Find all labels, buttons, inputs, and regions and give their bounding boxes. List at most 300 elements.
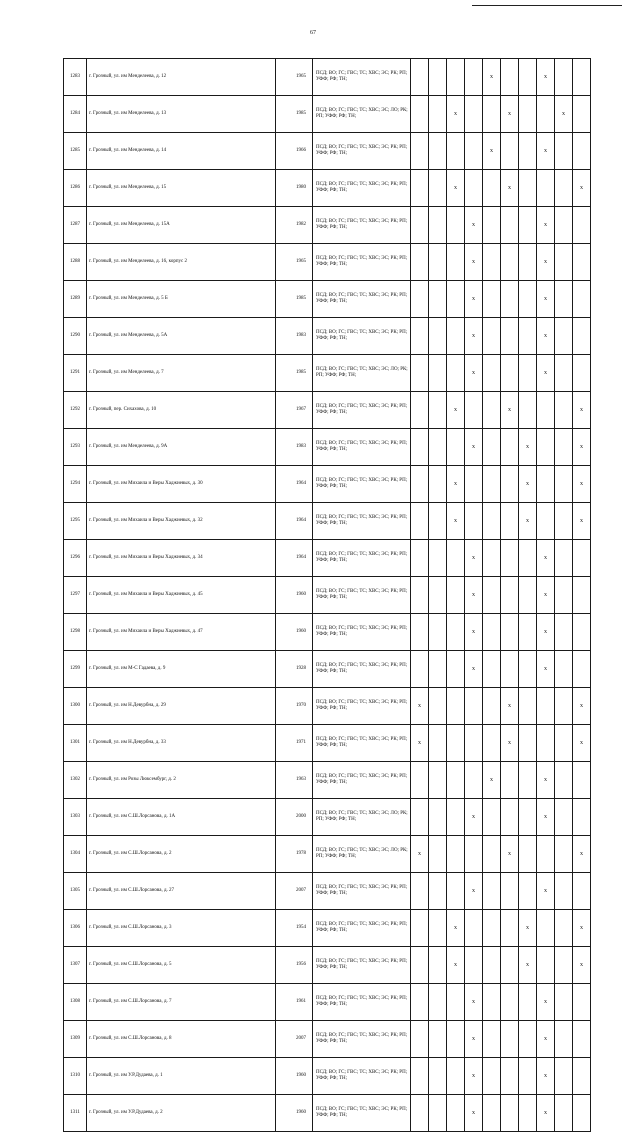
mark-cell: [573, 614, 591, 651]
mark-cell: [447, 1021, 465, 1058]
mark-cell: [483, 577, 501, 614]
mark-cell: x: [573, 466, 591, 503]
mark-cell: [483, 503, 501, 540]
address-cell: г. Грозный, ул. им Михаила и Веры Хаджиевых, д. 34: [87, 540, 276, 577]
mark-cell: x: [411, 836, 429, 873]
table-row: [64, 59, 591, 96]
row-number: 1304: [64, 836, 87, 873]
mark-cell: [483, 540, 501, 577]
mark-cell: [555, 836, 573, 873]
mark-cell: x: [447, 392, 465, 429]
mark-cell: x: [537, 799, 555, 836]
mark-cell: x: [483, 133, 501, 170]
mark-cell: [519, 281, 537, 318]
mark-cell: [501, 207, 519, 244]
systems-cell: ПСД; ВО; ГС; ГВС; ТС; ХВС; ЭС; РК; РП; УФФ; РФ; ТН;: [313, 947, 411, 984]
mark-cell: [573, 133, 591, 170]
mark-cell: x: [537, 577, 555, 614]
year-cell: 1964: [276, 466, 313, 503]
address-cell: г. Грозный, ул. им С.Ш.Лорсанова, д. 8: [87, 1021, 276, 1058]
row-number: 1289: [64, 281, 87, 318]
mark-cell: [555, 947, 573, 984]
mark-cell: [447, 281, 465, 318]
row-number: 1309: [64, 1021, 87, 1058]
mark-cell: [429, 59, 447, 96]
mark-cell: [411, 910, 429, 947]
mark-cell: [483, 318, 501, 355]
systems-cell: ПСД; ВО; ГС; ГВС; ТС; ХВС; ЭС; РК; РП; УФФ; РФ; ТН;: [313, 244, 411, 281]
mark-cell: x: [411, 688, 429, 725]
mark-cell: [501, 503, 519, 540]
mark-cell: [465, 133, 483, 170]
mark-cell: [555, 984, 573, 1021]
address-cell: г. Грозный, ул. им Михаила и Веры Хаджиевых, д. 32: [87, 503, 276, 540]
row-number: 1308: [64, 984, 87, 1021]
systems-cell: ПСД; ВО; ГС; ГВС; ТС; ХВС; ЭС; РК; РП; УФФ; РФ; ТН;: [313, 688, 411, 725]
mark-cell: [429, 429, 447, 466]
mark-cell: [573, 1021, 591, 1058]
row-number: 1286: [64, 170, 87, 207]
mark-cell: [411, 1058, 429, 1095]
row-number: 1283: [64, 59, 87, 96]
systems-cell: ПСД; ВО; ГС; ГВС; ТС; ХВС; ЭС; РК; РП; УФФ; РФ; ТН;: [313, 170, 411, 207]
address-cell: г. Грозный, ул. им У.Р.Дудаева, д. 1: [87, 1058, 276, 1095]
mark-cell: [447, 1095, 465, 1132]
address-cell: г. Грозный, ул. им Розы Люксембург, д. 2: [87, 762, 276, 799]
mark-cell: x: [537, 651, 555, 688]
mark-cell: x: [573, 688, 591, 725]
mark-cell: [411, 244, 429, 281]
mark-cell: [429, 577, 447, 614]
row-number: 1299: [64, 651, 87, 688]
mark-cell: [501, 1021, 519, 1058]
row-number: 1284: [64, 96, 87, 133]
mark-cell: [573, 281, 591, 318]
mark-cell: [501, 577, 519, 614]
mark-cell: [501, 762, 519, 799]
mark-cell: [519, 762, 537, 799]
table-row: [64, 429, 591, 466]
mark-cell: [555, 1095, 573, 1132]
mark-cell: [501, 1095, 519, 1132]
mark-cell: [501, 984, 519, 1021]
mark-cell: [555, 688, 573, 725]
systems-cell: ПСД; ВО; ГС; ГВС; ТС; ХВС; ЭС; ЛО; РК; РП; УФФ; РФ; ТН;: [313, 836, 411, 873]
row-number: 1310: [64, 1058, 87, 1095]
mark-cell: [537, 96, 555, 133]
mark-cell: [537, 392, 555, 429]
mark-cell: [483, 207, 501, 244]
mark-cell: [447, 429, 465, 466]
mark-cell: [555, 244, 573, 281]
mark-cell: [447, 836, 465, 873]
mark-cell: [501, 355, 519, 392]
mark-cell: [555, 392, 573, 429]
mark-cell: x: [501, 96, 519, 133]
mark-cell: x: [501, 725, 519, 762]
mark-cell: [465, 96, 483, 133]
address-cell: г. Грозный, ул. им Менделеева, д. 16, корпус 2: [87, 244, 276, 281]
mark-cell: [573, 577, 591, 614]
mark-cell: [411, 59, 429, 96]
top-rule: [472, 5, 622, 6]
mark-cell: x: [537, 207, 555, 244]
mark-cell: [483, 244, 501, 281]
mark-cell: [519, 688, 537, 725]
year-cell: 1978: [276, 836, 313, 873]
systems-cell: ПСД; ВО; ГС; ГВС; ТС; ХВС; ЭС; РК; РП; УФФ; РФ; ТН;: [313, 762, 411, 799]
mark-cell: [411, 540, 429, 577]
mark-cell: x: [447, 910, 465, 947]
mark-cell: [429, 873, 447, 910]
mark-cell: [447, 873, 465, 910]
table-row: [64, 947, 591, 984]
mark-cell: [447, 688, 465, 725]
mark-cell: [483, 1021, 501, 1058]
mark-cell: x: [465, 873, 483, 910]
address-cell: г. Грозный, ул. им Менделеева, д. 15: [87, 170, 276, 207]
mark-cell: [447, 244, 465, 281]
year-cell: 1965: [276, 59, 313, 96]
mark-cell: x: [447, 466, 465, 503]
table-row: [64, 762, 591, 799]
mark-cell: [519, 873, 537, 910]
mark-cell: x: [447, 947, 465, 984]
table-row: [64, 799, 591, 836]
address-cell: г. Грозный, ул. им М-С Гадаева, д. 9: [87, 651, 276, 688]
systems-cell: ПСД; ВО; ГС; ГВС; ТС; ХВС; ЭС; РК; РП; УФФ; РФ; ТН;: [313, 59, 411, 96]
mark-cell: x: [501, 836, 519, 873]
mark-cell: [483, 429, 501, 466]
mark-cell: x: [573, 170, 591, 207]
mark-cell: [447, 318, 465, 355]
mark-cell: x: [465, 540, 483, 577]
systems-cell: ПСД; ВО; ГС; ГВС; ТС; ХВС; ЭС; РК; РП; УФФ; РФ; ТН;: [313, 651, 411, 688]
mark-cell: [447, 762, 465, 799]
mark-cell: x: [465, 429, 483, 466]
mark-cell: [465, 392, 483, 429]
mark-cell: [465, 947, 483, 984]
mark-cell: [537, 725, 555, 762]
mark-cell: [519, 355, 537, 392]
systems-cell: ПСД; ВО; ГС; ГВС; ТС; ХВС; ЭС; РК; РП; УФФ; РФ; ТН;: [313, 577, 411, 614]
mark-cell: [429, 799, 447, 836]
mark-cell: [465, 836, 483, 873]
mark-cell: [447, 207, 465, 244]
mark-cell: x: [537, 355, 555, 392]
mark-cell: x: [573, 392, 591, 429]
row-number: 1300: [64, 688, 87, 725]
year-cell: 1971: [276, 725, 313, 762]
mark-cell: [411, 466, 429, 503]
mark-cell: [429, 96, 447, 133]
systems-cell: ПСД; ВО; ГС; ГВС; ТС; ХВС; ЭС; РК; РП; УФФ; РФ; ТН;: [313, 392, 411, 429]
mark-cell: [411, 762, 429, 799]
mark-cell: [519, 614, 537, 651]
address-cell: г. Грозный, ул. им Менделеева, д. 9А: [87, 429, 276, 466]
mark-cell: [537, 836, 555, 873]
mark-cell: x: [465, 1021, 483, 1058]
row-number: 1303: [64, 799, 87, 836]
mark-cell: x: [483, 762, 501, 799]
table-row: [64, 836, 591, 873]
mark-cell: [411, 614, 429, 651]
mark-cell: x: [537, 873, 555, 910]
mark-cell: x: [465, 1095, 483, 1132]
mark-cell: [429, 540, 447, 577]
mark-cell: [465, 503, 483, 540]
mark-cell: [519, 725, 537, 762]
table-row: [64, 910, 591, 947]
table-row: [64, 466, 591, 503]
mark-cell: [483, 392, 501, 429]
mark-cell: [429, 318, 447, 355]
mark-cell: [555, 1058, 573, 1095]
mark-cell: [519, 1021, 537, 1058]
systems-cell: ПСД; ВО; ГС; ГВС; ТС; ХВС; ЭС; РК; РП; УФФ; РФ; ТН;: [313, 466, 411, 503]
mark-cell: [483, 614, 501, 651]
mark-cell: [555, 59, 573, 96]
mark-cell: [555, 614, 573, 651]
mark-cell: [447, 540, 465, 577]
mark-cell: [573, 873, 591, 910]
mark-cell: [483, 947, 501, 984]
mark-cell: [519, 651, 537, 688]
mark-cell: [483, 1058, 501, 1095]
row-number: 1311: [64, 1095, 87, 1132]
address-cell: г. Грозный, ул. им Менделеева, д. 5 Б: [87, 281, 276, 318]
table-body: [64, 59, 591, 1132]
mark-cell: [447, 799, 465, 836]
address-cell: г. Грозный, ул. им Н.Девурбна, д. 29: [87, 688, 276, 725]
year-cell: 1965: [276, 244, 313, 281]
systems-cell: ПСД; ВО; ГС; ГВС; ТС; ХВС; ЭС; РК; РП; УФФ; РФ; ТН;: [313, 1021, 411, 1058]
mark-cell: [411, 281, 429, 318]
mark-cell: [411, 170, 429, 207]
mark-cell: [555, 651, 573, 688]
mark-cell: [537, 910, 555, 947]
mark-cell: [555, 318, 573, 355]
mark-cell: [573, 244, 591, 281]
row-number: 1305: [64, 873, 87, 910]
mark-cell: [555, 503, 573, 540]
mark-cell: x: [537, 318, 555, 355]
mark-cell: [501, 429, 519, 466]
mark-cell: [501, 133, 519, 170]
mark-cell: [483, 688, 501, 725]
mark-cell: [501, 281, 519, 318]
mark-cell: x: [537, 540, 555, 577]
mark-cell: [447, 984, 465, 1021]
address-cell: г. Грозный, ул. им Менделеева, д. 15А: [87, 207, 276, 244]
mark-cell: [519, 984, 537, 1021]
mark-cell: x: [537, 244, 555, 281]
systems-cell: ПСД; ВО; ГС; ГВС; ТС; ХВС; ЭС; РК; РП; УФФ; РФ; ТН;: [313, 207, 411, 244]
systems-cell: ПСД; ВО; ГС; ГВС; ТС; ХВС; ЭС; РК; РП; УФФ; РФ; ТН;: [313, 281, 411, 318]
mark-cell: [483, 873, 501, 910]
year-cell: 1960: [276, 577, 313, 614]
mark-cell: [573, 1095, 591, 1132]
table-row: [64, 688, 591, 725]
mark-cell: [429, 503, 447, 540]
row-number: 1301: [64, 725, 87, 762]
mark-cell: [483, 651, 501, 688]
year-cell: 1966: [276, 133, 313, 170]
systems-cell: ПСД; ВО; ГС; ГВС; ТС; ХВС; ЭС; РК; РП; УФФ; РФ; ТН;: [313, 318, 411, 355]
mark-cell: [429, 244, 447, 281]
year-cell: 1960: [276, 1095, 313, 1132]
mark-cell: [483, 170, 501, 207]
mark-cell: x: [465, 1058, 483, 1095]
mark-cell: [411, 429, 429, 466]
mark-cell: x: [447, 96, 465, 133]
mark-cell: [483, 466, 501, 503]
mark-cell: [483, 910, 501, 947]
mark-cell: [573, 540, 591, 577]
table-row: [64, 540, 591, 577]
address-cell: г. Грозный, ул. им Михаила и Веры Хаджиевых, д. 47: [87, 614, 276, 651]
mark-cell: x: [501, 392, 519, 429]
mark-cell: [465, 170, 483, 207]
mark-cell: [519, 577, 537, 614]
systems-cell: ПСД; ВО; ГС; ГВС; ТС; ХВС; ЭС; ЛО; РК; РП; УФФ; РФ; ТН;: [313, 799, 411, 836]
mark-cell: [483, 799, 501, 836]
mark-cell: [573, 651, 591, 688]
mark-cell: [501, 59, 519, 96]
mark-cell: [447, 614, 465, 651]
mark-cell: [573, 799, 591, 836]
table-row: [64, 1095, 591, 1132]
row-number: 1291: [64, 355, 87, 392]
systems-cell: ПСД; ВО; ГС; ГВС; ТС; ХВС; ЭС; РК; РП; УФФ; РФ; ТН;: [313, 133, 411, 170]
mark-cell: [555, 133, 573, 170]
address-cell: г. Грозный, ул. им С.Ш.Лорсанова, д. 2: [87, 836, 276, 873]
address-cell: г. Грозный, ул. им Михаила и Веры Хаджиевых, д. 30: [87, 466, 276, 503]
mark-cell: x: [465, 577, 483, 614]
mark-cell: [519, 392, 537, 429]
mark-cell: [519, 1095, 537, 1132]
mark-cell: [555, 207, 573, 244]
mark-cell: x: [519, 466, 537, 503]
mark-cell: [501, 318, 519, 355]
mark-cell: [429, 614, 447, 651]
mark-cell: [555, 355, 573, 392]
address-cell: г. Грозный, ул. им Михаила и Веры Хаджиевых, д. 45: [87, 577, 276, 614]
mark-cell: [501, 244, 519, 281]
mark-cell: x: [465, 244, 483, 281]
systems-cell: ПСД; ВО; ГС; ГВС; ТС; ХВС; ЭС; ЛО; РК; РП; УФФ; РФ; ТН;: [313, 355, 411, 392]
mark-cell: [573, 984, 591, 1021]
mark-cell: x: [465, 984, 483, 1021]
mark-cell: [555, 799, 573, 836]
mark-cell: [501, 799, 519, 836]
mark-cell: [411, 355, 429, 392]
mark-cell: x: [519, 947, 537, 984]
mark-cell: [429, 910, 447, 947]
mark-cell: [429, 1058, 447, 1095]
mark-cell: x: [537, 1058, 555, 1095]
systems-cell: ПСД; ВО; ГС; ГВС; ТС; ХВС; ЭС; РК; РП; УФФ; РФ; ТН;: [313, 1058, 411, 1095]
mark-cell: [555, 1021, 573, 1058]
address-cell: г. Грозный, пер. Сихахова, д. 10: [87, 392, 276, 429]
mark-cell: [537, 170, 555, 207]
year-cell: 1960: [276, 614, 313, 651]
year-cell: 1963: [276, 762, 313, 799]
year-cell: 1960: [276, 1058, 313, 1095]
mark-cell: [429, 1095, 447, 1132]
mark-cell: x: [573, 503, 591, 540]
mark-cell: [519, 799, 537, 836]
mark-cell: [429, 133, 447, 170]
mark-cell: [411, 392, 429, 429]
table-row: [64, 873, 591, 910]
address-cell: г. Грозный, ул. им С.Ш.Лорсанова, д. 7: [87, 984, 276, 1021]
address-cell: г. Грозный, ул. им Менделеева, д. 14: [87, 133, 276, 170]
mark-cell: [573, 355, 591, 392]
address-cell: г. Грозный, ул. им Н.Девурбна, д. 33: [87, 725, 276, 762]
row-number: 1306: [64, 910, 87, 947]
mark-cell: x: [573, 429, 591, 466]
mark-cell: [555, 170, 573, 207]
mark-cell: x: [573, 910, 591, 947]
row-number: 1302: [64, 762, 87, 799]
mark-cell: [429, 281, 447, 318]
mark-cell: [537, 947, 555, 984]
mark-cell: x: [465, 281, 483, 318]
mark-cell: x: [465, 318, 483, 355]
year-cell: 1967: [276, 392, 313, 429]
mark-cell: x: [447, 503, 465, 540]
mark-cell: [447, 355, 465, 392]
mark-cell: x: [501, 688, 519, 725]
year-cell: 1985: [276, 96, 313, 133]
mark-cell: [555, 873, 573, 910]
year-cell: 1985: [276, 281, 313, 318]
address-cell: г. Грозный, ул. им С.Ш.Лорсанова, д. 3: [87, 910, 276, 947]
year-cell: 1980: [276, 170, 313, 207]
mark-cell: [429, 170, 447, 207]
mark-cell: [519, 318, 537, 355]
mark-cell: x: [519, 910, 537, 947]
mark-cell: [447, 651, 465, 688]
systems-cell: ПСД; ВО; ГС; ГВС; ТС; ХВС; ЭС; РК; РП; УФФ; РФ; ТН;: [313, 725, 411, 762]
mark-cell: [411, 577, 429, 614]
mark-cell: [555, 910, 573, 947]
mark-cell: x: [537, 281, 555, 318]
mark-cell: [555, 577, 573, 614]
mark-cell: [429, 392, 447, 429]
table-row: [64, 651, 591, 688]
mark-cell: [447, 577, 465, 614]
mark-cell: [411, 318, 429, 355]
table-row: [64, 133, 591, 170]
table-row: [64, 170, 591, 207]
table-row: [64, 1058, 591, 1095]
address-cell: г. Грозный, ул. им Менделеева, д. 5А: [87, 318, 276, 355]
mark-cell: [501, 873, 519, 910]
table-row: [64, 207, 591, 244]
table-row: [64, 984, 591, 1021]
row-number: 1293: [64, 429, 87, 466]
mark-cell: [573, 59, 591, 96]
mark-cell: [555, 429, 573, 466]
mark-cell: [537, 466, 555, 503]
table-row: [64, 1021, 591, 1058]
mark-cell: x: [501, 170, 519, 207]
mark-cell: [537, 688, 555, 725]
mark-cell: [411, 947, 429, 984]
mark-cell: [429, 355, 447, 392]
